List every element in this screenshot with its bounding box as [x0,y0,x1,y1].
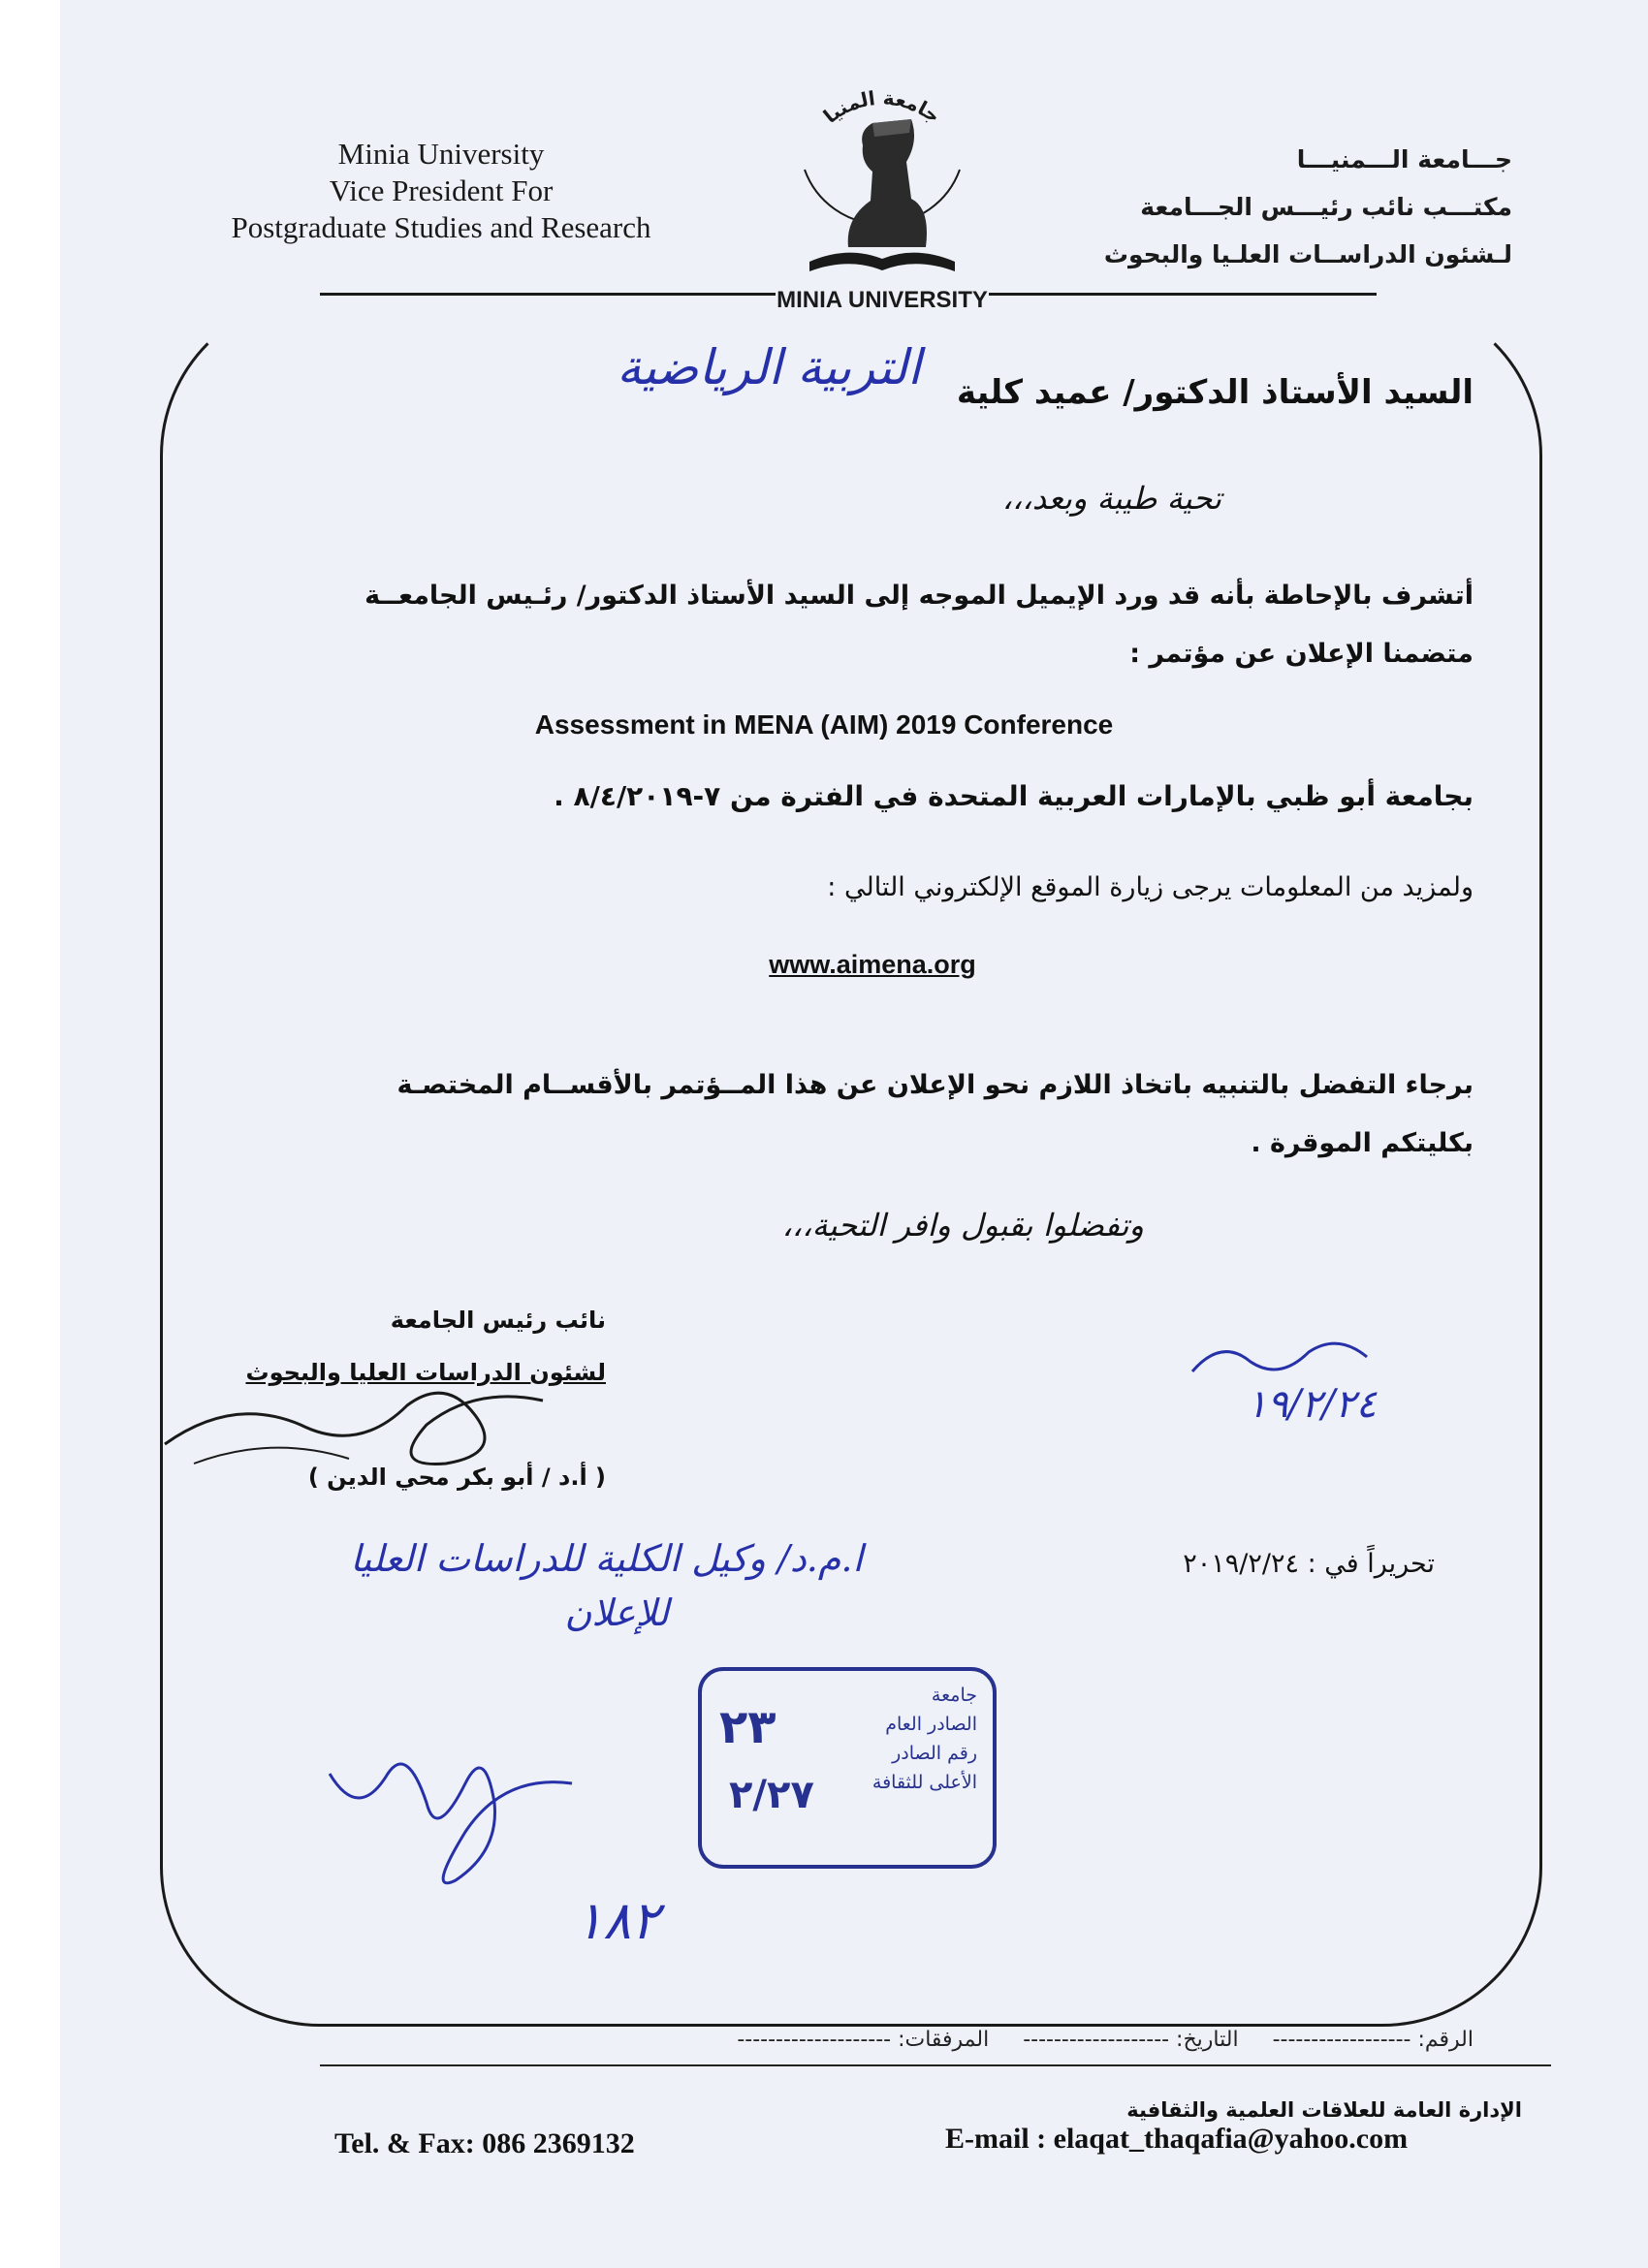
stamp-line-4: الأعلى للثقافة [872,1772,977,1793]
header-arabic [1028,136,1512,278]
stamp-number-1: ٢٣ [719,1700,776,1754]
footer-email[interactable]: E-mail : elaqat_thaqafia@yahoo.com [945,2123,1409,2155]
stamp-line-1: جامعة [931,1685,977,1706]
header-english [189,136,693,246]
handwritten-date: ١٩/٢/٢٤ [1246,1382,1377,1427]
header-ar-line-1: جـــامعة الـــمنيـــا [1296,145,1512,173]
website-link[interactable]: www.aimena.org [769,950,976,979]
signature-title-1: نائب رئيس الجامعة [390,1307,606,1334]
signature-scribble [155,1367,601,1483]
footer-rule [320,2064,1551,2066]
attachments-field: المرفقات: -------------------- [737,2028,990,2052]
header-ar-line-2: مكتـــب نائب رئيـــس الجـــامعة [1140,193,1512,221]
handwritten-note-line-2: للإعلان [564,1591,669,1634]
header-ar-line-3: لـشئون الدراســات العلـيا والبحوث [1103,240,1512,268]
more-info: ولمزيد من المعلومات يرجى زيارة الموقع الإلكتروني التالي : [827,872,1474,902]
university-logo [766,53,998,320]
para2-line-1: برجاء التفضل بالتنبيه باتخاذ اللازم نحو الإعلان عن هذا المــؤتمر بالأقســام المختصـة [396,1070,1474,1100]
closing-salutation: وتفضلوا بقبول وافر التحية،،، [781,1207,1144,1244]
conference-venue: بجامعة أبو ظبي بالإمارات العربية المتحدة في الفترة من ٧-٨/٤/٢٠١٩ . [554,780,1474,812]
frame-top-right-rule [989,293,1377,296]
handwritten-number: ١٨٢ [574,1890,659,1951]
ref-field: الرقم: ------------------ [1272,2028,1474,2052]
para2-line-2: بكليتكم الموقرة . [1251,1128,1474,1158]
logo-caption: MINIA UNIVERSITY [776,287,988,313]
handwritten-date-note [1163,1328,1454,1434]
signature-name: ( أ.د / أبو بكر محي الدين ) [307,1464,606,1491]
greeting: تحية طيبة وبعد،،، [1001,480,1221,517]
header-en-line-2: Vice President For [329,173,554,207]
frame-top-left-rule [320,293,776,296]
footer-department: الإدارة العامة للعلاقات العلمية والثقافية [1126,2098,1522,2122]
date-field: التاريخ: ------------------- [1023,2028,1239,2052]
written-on-date: تحريراً في : ٢٠١٩/٢/٢٤ [1183,1549,1435,1579]
registry-stamp [698,1667,997,1869]
footer-fields [407,2028,1474,2052]
stamp-text [832,1681,977,1797]
header-en-line-3: Postgraduate Studies and Research [231,210,651,244]
conference-title: Assessment in MENA (AIM) 2019 Conference [534,709,1114,740]
footer-tel: Tel. & Fax: 086 2369132 [334,2127,635,2159]
logo-arc-text: جامعة المنيا [818,85,945,128]
para1-line-1: أتشرف بالإحاطة بأنه قد ورد الإيميل الموجه إلى السيد الأستاذ الدكتور/ رئـيس الجامعــة [364,581,1474,611]
paragraph-request [271,1056,1474,1173]
addressee: السيد الأستاذ الدكتور/ عميد كلية [956,373,1474,412]
faculty-handwritten: التربية الرياضية [617,339,921,395]
signature-title-2: لشئون الدراسات العليا والبحوث [245,1359,606,1386]
handwritten-note [281,1531,863,1640]
blue-signature [320,1716,611,1900]
stamp-line-2: الصادر العام [885,1714,977,1735]
header-en-line-1: Minia University [337,137,545,171]
stamp-line-3: رقم الصادر [892,1743,977,1764]
svg-text:جامعة المنيا [819,86,945,128]
para1-line-2: متضمنا الإعلان عن مؤتمر : [1129,639,1474,669]
stamp-number-2: ٢/٢٧ [729,1773,814,1817]
handwritten-note-line-1: ا.م.د/ وكيل الكلية للدراسات العليا [350,1537,863,1580]
paragraph-announcement [271,567,1474,683]
